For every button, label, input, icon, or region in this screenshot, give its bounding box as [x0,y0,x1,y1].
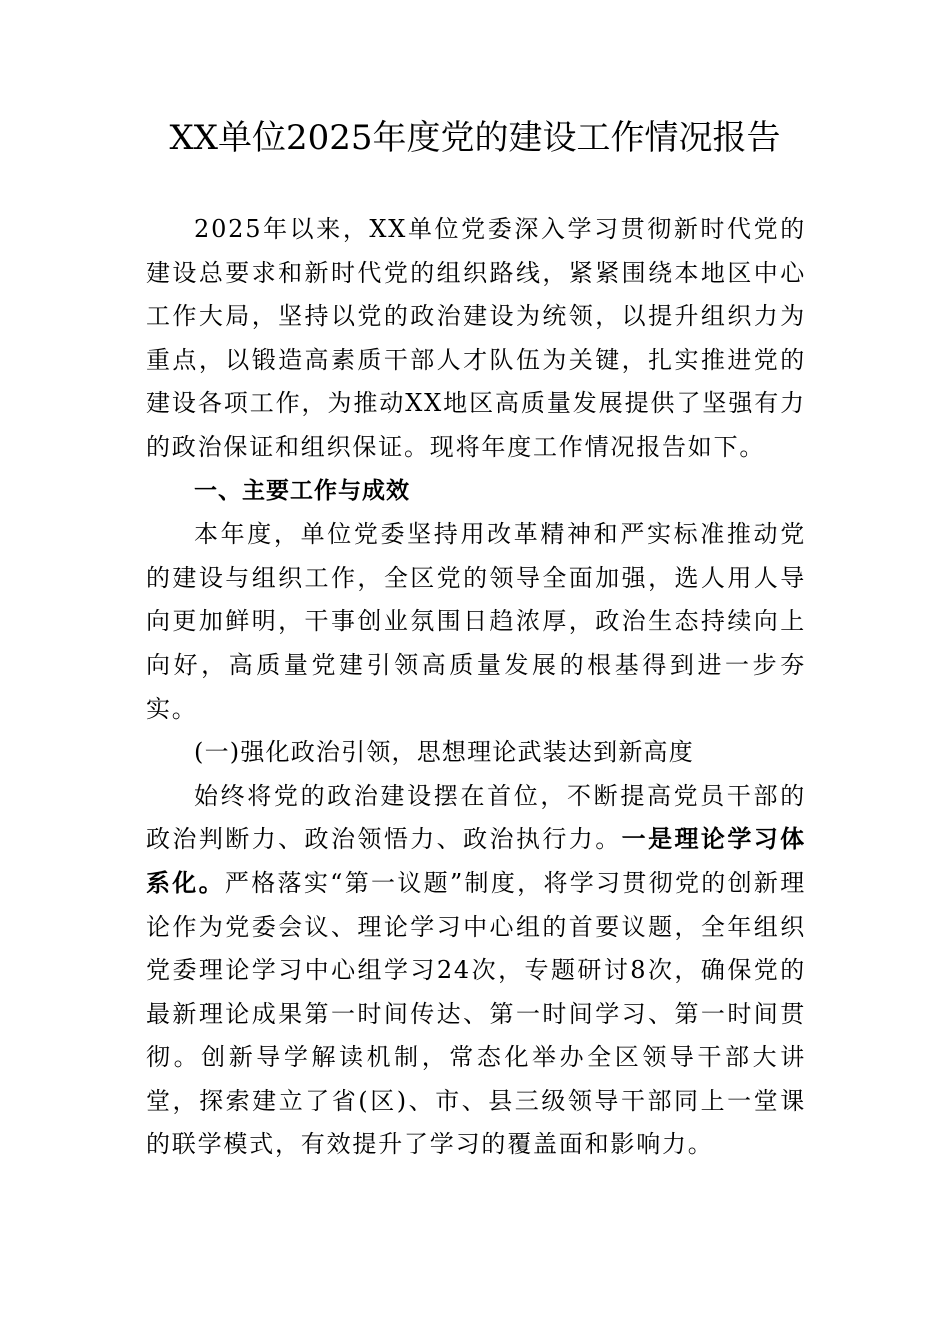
subsection-bold-point: 一是理论学习体系化。 [146,825,806,897]
intro-paragraph: 2025年以来，XX单位党委深入学习贯彻新时代党的建设总要求和新时代党的组织路线，紧紧围绕本地区中心工作大局，坚持以党的政治建设为统领，以提升组织力为重点，以锻造高素质干部人才队伍为关键，扎实推进党的建设各项工作，为推动XX地区高质量发展提供了坚强有力的政治保证和组织保证。现将年度工作情况报告如下。 [146,215,806,461]
subsection-heading: (一)强化政治引领，思想理论武装达到新高度 [194,738,694,767]
section-paragraph: 本年度，单位党委坚持用改革精神和严实标准推动党的建设与组织工作，全区党的领导全面加强，选人用人导向更加鲜明，干事创业氛围日趋浓厚，政治生态持续向上向好，高质量党建引领高质量发展的根基得到进一步夯实。 [146,520,806,723]
section-heading: 一、主要工作与成效 [194,477,410,504]
document-title: XX单位2025年度党的建设工作情况报告 [169,118,781,158]
subsection-paragraph [146,775,806,1167]
subsection-text-lead: 始终将党的政治建设摆在首位，不断提高党员干部的政治判断力、政治领悟力、政治执行力。 [146,781,806,854]
document-body [146,208,806,1167]
subsection-text-body: 严格落实“第一议题”制度，将学习贯彻党的创新理论作为党委会议、理论学习中心组的首要议题，全年组织党委理论学习中心组学习24次，专题研讨8次，确保党的最新理论成果第一时间传达、第一时间学习、第一时间贯彻。创新导学解读机制，常态化举办全区领导干部大讲堂，探索建立了省(区)、市、县三级领导干部同上一堂课的联学模式，有效提升了学习的覆盖面和影响力。 [146,868,806,1159]
